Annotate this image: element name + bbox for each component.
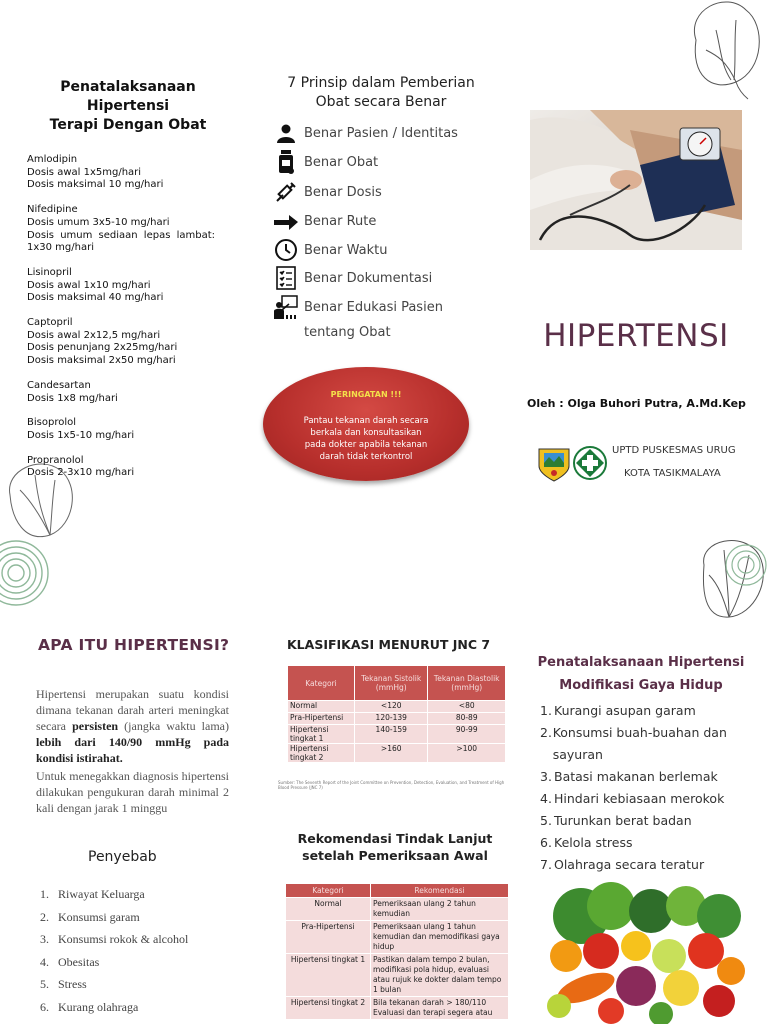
list-item: 3. Batasi makanan berlemak <box>540 769 718 784</box>
warning-title: PERINGATAN !!! <box>330 390 402 399</box>
concentric-rings-left-icon <box>0 535 50 615</box>
what-is-hypertension-title: APA ITU HIPERTENSI? <box>38 636 230 654</box>
drug-captopril: Captopril Dosis awal 2x12,5 mg/hari Dosis penunjang 2x25mg/hari Dosis maksimal 2x50 mg/hari <box>27 317 178 367</box>
flower-sketch-right-icon <box>684 535 768 625</box>
person-icon <box>272 120 300 146</box>
warning-body: Pantau tekanan darah secara berkala dan konsultasikan pada dokter apabila tekanan darah tidak terkontrol <box>303 416 429 462</box>
teacher-board-icon <box>272 294 300 320</box>
principle-item-7-continued: tentang Obat <box>304 325 391 340</box>
table-row: Hipertensi tingkat 1 Pastikan dalam tempo 2 bulan, modifikasi pola hidup, evaluasi atau rujuk ke dokter dalam tempo 1 bulan <box>286 954 509 997</box>
list-item: 6. Kurang olahraga <box>40 999 139 1014</box>
lifestyle-list <box>540 700 760 876</box>
list-item: 3. Konsumsi rokok & alcohol <box>40 932 189 946</box>
table-row: Hipertensi tingkat 2 >160 >100 <box>288 744 506 763</box>
list-item: 5. Turunkan berat badan <box>540 813 692 828</box>
warning-oval <box>263 367 469 481</box>
definition-text <box>36 686 229 818</box>
table-row: Pra-Hipertensi 120-139 80-89 <box>288 713 506 725</box>
table-row: Pra-Hipertensi Pemeriksaan ulang 1 tahun kemudian dan memodifikasi gaya hidup <box>286 921 509 954</box>
drug-nifedipine: Nifedipine Dosis umum 3x5-10 mg/hari Dosis umum sediaan lepas lambat: 1x30 mg/hari <box>27 204 216 254</box>
clock-icon <box>272 237 300 263</box>
drug-list <box>27 154 217 492</box>
causes-list <box>40 887 230 1022</box>
jnc7-classification-title: KLASIFIKASI MENURUT JNC 7 <box>287 637 491 652</box>
table-row: Hipertensi tingkat 2 Bila tekanan darah > 180/110 Evaluasi dan terapi segera atau <box>286 997 509 1020</box>
arrow-route-icon <box>272 208 300 234</box>
author-line: Oleh : Olga Buhori Putra, A.Md.Kep <box>527 397 746 410</box>
diagnosis-paragraph: Untuk menegakkan diagnosis hipertensi dilakukan pengukuran darah minimal 2 kali dengan jarak 1 minggu <box>36 769 229 815</box>
lifestyle-modification-title: Penatalaksanaan Hipertensi Modifikasi Gaya Hidup <box>537 655 745 693</box>
list-item: 2. Konsumsi buah-buahan dan sayuran <box>540 725 727 762</box>
list-item: 4. Hindari kebiasaan merokok <box>540 791 725 806</box>
list-item: 7. Olahraga secara teratur <box>540 857 705 872</box>
drug-propranolol: Propranolol Dosis 2-3x10 mg/hari <box>27 454 135 479</box>
list-item: 1. Riwayat Keluarga <box>40 887 145 901</box>
drug-candesartan: Candesartan Dosis 1x8 mg/hari <box>27 379 118 404</box>
drug-lisinopril: Lisinopril Dosis awal 1x10 mg/hari Dosis maksimal 40 mg/hari <box>27 266 164 304</box>
causes-title: Penyebab <box>88 849 157 865</box>
drug-bisoprolol: Bisoprolol Dosis 1x5-10 mg/hari <box>27 417 135 441</box>
fruits-vegetables-image <box>541 876 745 1024</box>
principle-item-2: Benar Obat <box>272 149 378 175</box>
table-row: Normal <120 <80 <box>288 701 506 713</box>
list-item: 5. Stress <box>40 977 87 991</box>
org-name-line1: UPTD PUSKESMAS URUG <box>612 445 736 456</box>
jnc7-table <box>287 665 506 763</box>
drug-amlodipin: Amlodipin Dosis awal 1x5mg/hari Dosis maksimal 10 mg/hari <box>27 154 164 191</box>
principle-item-6: Benar Dokumentasi <box>272 265 432 291</box>
list-item: 1. Kurangi asupan garam <box>540 703 696 718</box>
org-name-line2: KOTA TASIKMALAYA <box>624 468 721 479</box>
puskesmas-logo <box>573 446 607 480</box>
list-item: 4. Obesitas <box>40 954 100 969</box>
list-item: 6. Kelola stress <box>540 835 633 850</box>
jnc7-source-note: Sumber: The Seventh Report of the Joint Committee on Prevention, Detection, Evaluation, and Treatment of High Blood Pressure (JNC 7) <box>278 780 505 790</box>
pill-bottle-icon <box>272 149 300 175</box>
seven-principles-title: 7 Prinsip dalam Pemberian Obat secara Benar <box>287 75 475 110</box>
principle-item-5: Benar Waktu <box>272 237 387 263</box>
list-item: 2. Konsumsi garam <box>40 909 140 924</box>
checklist-icon <box>272 265 300 291</box>
table-header-row: Kategori Rekomendasi <box>286 884 509 898</box>
syringe-icon <box>272 179 300 205</box>
definition-paragraph: Hipertensi merupakan suatu kondisi dimana tekanan darah arteri meningkat secara persisten (jangka waktu lama) lebih dari 140/90 mmHg pada kondisi istirahat. <box>36 687 229 765</box>
flower-sketch-top-right-icon <box>676 0 768 100</box>
principle-item-4: Benar Rute <box>272 208 376 234</box>
principle-item-1: Benar Pasien / Identitas <box>272 120 458 146</box>
principle-item-3: Benar Dosis <box>272 179 382 205</box>
table-row: Normal Pemeriksaan ulang 2 tahun kemudian <box>286 898 509 921</box>
follow-up-table <box>285 883 509 1020</box>
follow-up-recommendation-title: Rekomendasi Tindak Lanjut setelah Pemeriksaan Awal <box>297 831 493 863</box>
table-row: Hipertensi tingkat 1 140-159 90-99 <box>288 725 506 744</box>
blood-pressure-photo <box>530 110 742 250</box>
principle-item-7: Benar Edukasi Pasien <box>272 294 443 320</box>
drug-therapy-title: Penatalaksanaan Hipertensi Terapi Dengan Obat <box>49 79 207 133</box>
main-title: HIPERTENSI <box>543 318 729 354</box>
tasikmalaya-emblem-logo <box>536 446 572 482</box>
table-header-row: Kategori Tekanan Sistolik (mmHg) Tekanan Diastolik (mmHg) <box>288 666 506 701</box>
